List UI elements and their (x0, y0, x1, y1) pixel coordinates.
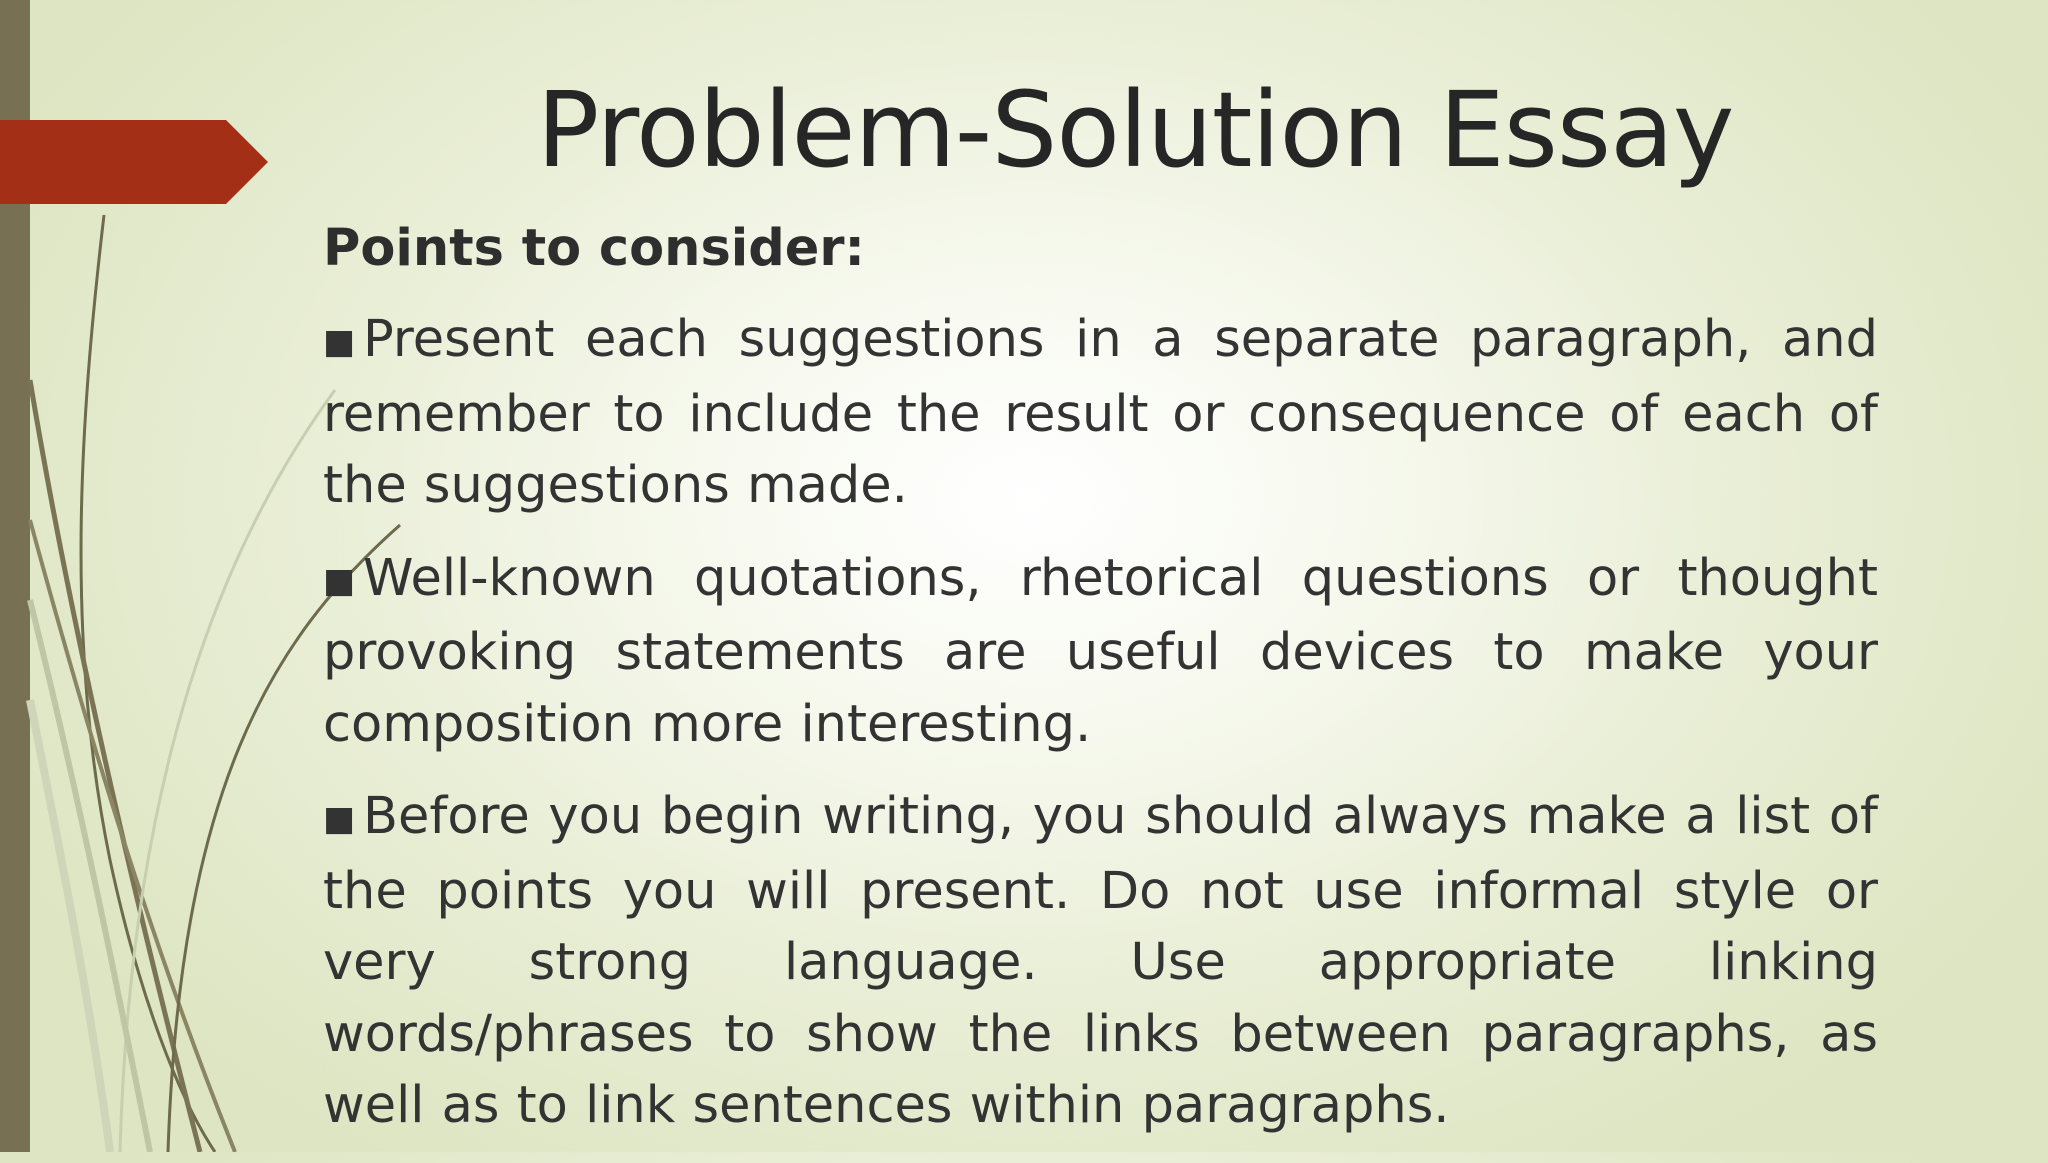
bullet-point-3 (323, 781, 1878, 1142)
square-bullet-icon: ■ (323, 560, 356, 601)
square-bullet-icon: ■ (323, 799, 356, 839)
slide-title: Problem-Solution Essay (536, 69, 1734, 191)
title-accent-banner (0, 0, 280, 220)
bullet-text-2: Well-known quotations, rhetorical questions or thought provoking statements are useful devices to make your composition more interesting. (323, 548, 1878, 754)
bullet-text-3: Before you begin writing, you should always make a list of the points you will present. Do not use informal style or very strong language. Use appropriate linking words/phrases to show the links between paragraphs, as well as to link sentences within paragraphs. (323, 787, 1878, 1135)
points-subheading: Points to consider: (323, 219, 865, 278)
bullet-text-1: Present each suggestions in a separate paragraph, and remember to include the result or consequence of each of the suggestions made. (323, 310, 1878, 515)
grass-stroke-1 (81, 215, 215, 1152)
bullet-point-1 (323, 304, 1878, 522)
square-bullet-icon: ■ (323, 322, 356, 362)
grass-stroke-5 (120, 390, 335, 1152)
slide-content (323, 214, 1878, 1163)
bullet-point-2 (323, 543, 1878, 761)
